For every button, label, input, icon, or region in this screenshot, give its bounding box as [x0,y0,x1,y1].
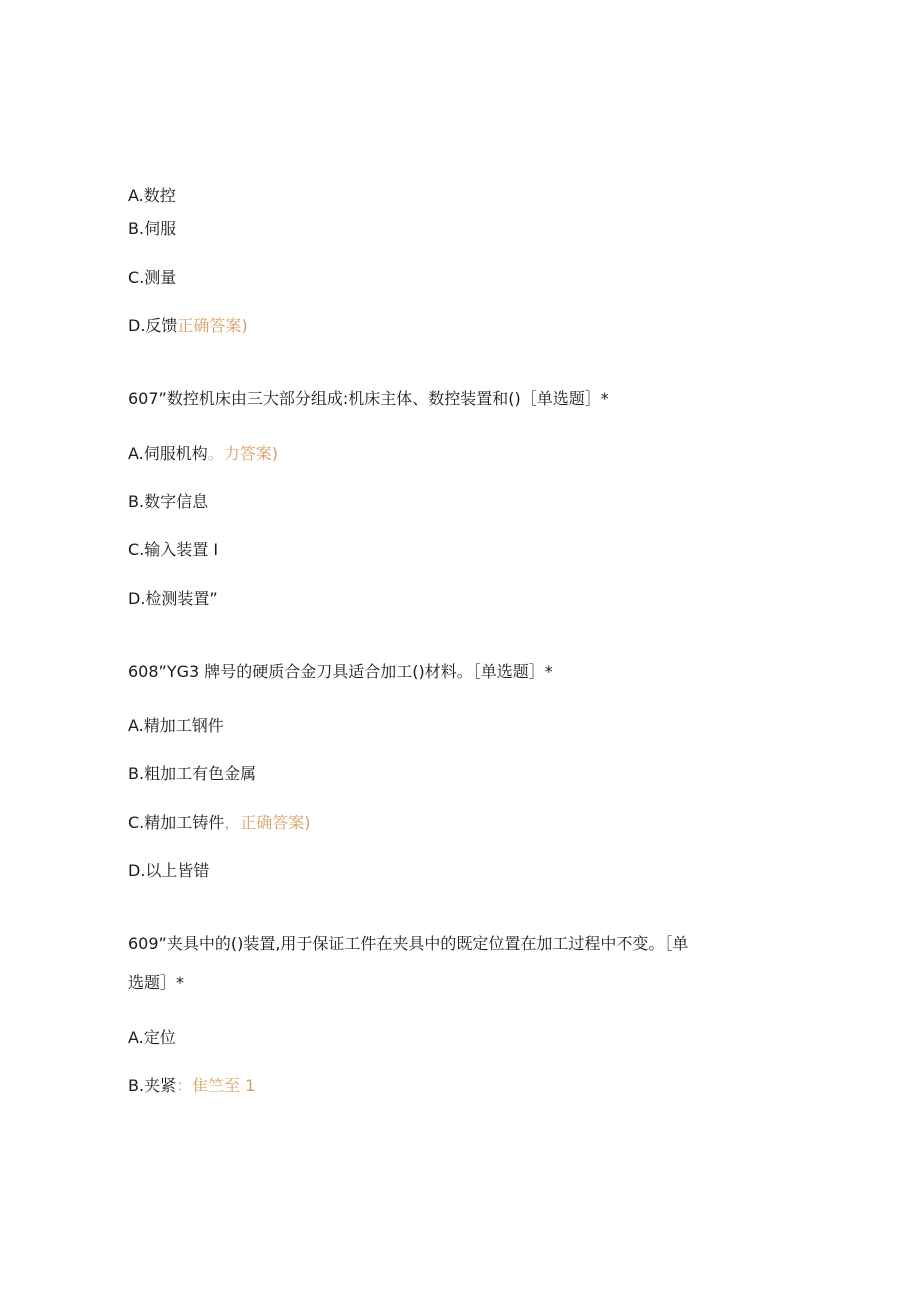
option-q608-c [128,813,311,833]
answer-note: 。力答案) [207,444,279,463]
option-text: D.反馈 [128,316,178,335]
option-text: D.以上皆错 [128,861,210,880]
option-text: C.输入装置 I [128,540,219,559]
option-q608-a [128,716,224,736]
answer-note: 正确答案) [177,316,248,335]
option-q607-d [128,589,218,609]
option-q609-b [128,1076,255,1096]
option-text: D.检测装置” [128,589,218,608]
option-text: B.数字信息 [128,492,209,511]
answer-note: ，正确答案) [224,813,311,832]
option-q606-a [128,186,176,206]
option-text: C.测量 [128,268,177,287]
option-q608-d [128,861,209,881]
question-text: 608”YG3 牌号的硬质合金刀具适合加工()材料。［单选题］* [128,662,553,681]
question-text: 607”数控机床由三大部分组成:机床主体、数控装置和()［单选题］* [128,389,609,408]
option-text: B.粗加工有色金属 [128,764,257,783]
answer-note: ：隹竺至 1 [176,1076,256,1095]
question-608 [128,662,553,682]
option-text: A.伺服机构 [128,444,208,463]
option-q607-b [128,492,208,512]
question-609-line-2 [128,973,184,993]
option-text: B.夹紧 [128,1076,177,1095]
option-q606-c [128,268,176,288]
option-text: A.定位 [128,1028,176,1047]
option-q607-a [128,444,278,464]
question-text: 609”夹具中的()装置,用于保证工件在夹具中的既定位置在加工过程中不变。［单 [128,934,689,953]
option-text: A.数控 [128,186,176,205]
question-609-line-1 [128,934,688,954]
option-q606-b [128,219,176,239]
question-text: 选题］* [128,973,185,992]
option-q609-a [128,1028,176,1048]
option-q608-b [128,764,256,784]
option-q607-c [128,540,218,560]
question-607 [128,389,609,409]
option-q606-d [128,316,248,336]
option-text: B.伺服 [128,219,177,238]
option-text: A.精加工钢件 [128,716,224,735]
option-text: C.精加工铸件 [128,813,225,832]
